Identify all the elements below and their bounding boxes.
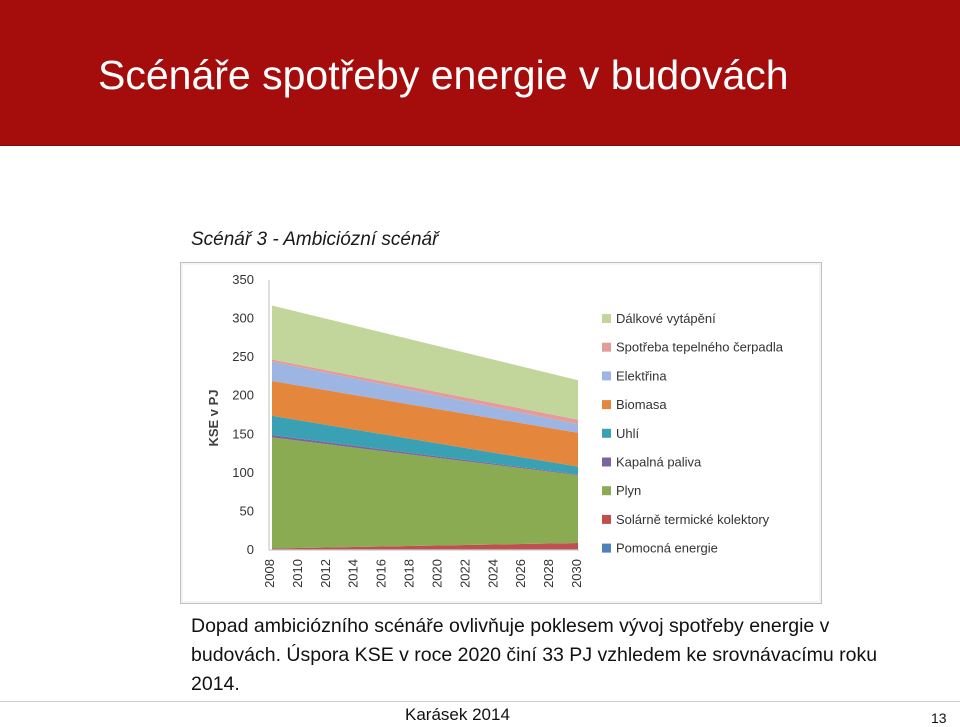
chart-legend: [602, 311, 784, 556]
x-tick-label: 2018: [401, 559, 417, 588]
y-tick-label: 0: [246, 542, 254, 557]
body-paragraph: Dopad ambiciózního scénáře ovlivňuje poklesem vývoj spotřeby energie v budovách. Úspora KSE v roce 2020 činí 33 PJ vzhledem ke srovnávacímu roku 2014.: [191, 615, 878, 695]
legend-swatch: [602, 343, 611, 352]
slide-title: Scénáře spotřeby energie v budovách: [98, 52, 789, 98]
stacked-area-chart: [181, 263, 821, 603]
y-tick-label: 250: [232, 349, 254, 365]
x-tick-label: 2010: [289, 559, 305, 588]
legend-label: Dálkové vytápění: [616, 311, 716, 326]
x-tick-label: 2030: [569, 559, 584, 588]
title-banner: [0, 0, 960, 146]
y-axis-title: KSE v PJ: [206, 389, 221, 447]
x-tick-label: 2020: [429, 559, 445, 588]
legend-swatch: [602, 371, 611, 380]
x-tick-label: 2014: [345, 559, 361, 588]
legend-swatch: [602, 515, 611, 524]
x-tick-label: 2008: [262, 559, 277, 588]
legend-swatch: [602, 400, 611, 409]
x-tick-label: 2024: [485, 559, 501, 588]
legend-swatch: [602, 544, 611, 553]
x-tick-label: 2028: [541, 559, 557, 588]
x-axis: [262, 550, 584, 588]
legend-label: Plyn: [616, 483, 642, 499]
footer-divider: [0, 701, 960, 702]
y-tick-label: 50: [239, 503, 254, 519]
chart-frame: [180, 262, 822, 604]
x-tick-label: 2012: [317, 559, 333, 588]
y-tick-label: 100: [232, 464, 254, 480]
y-tick-label: 300: [232, 310, 254, 326]
area-series-group: [272, 305, 578, 550]
y-tick-label: 350: [232, 272, 254, 287]
legend-label: Kapalná paliva: [616, 454, 702, 470]
page-number: 13: [931, 710, 947, 726]
x-tick-label: 2026: [513, 559, 529, 588]
legend-swatch: [602, 429, 611, 438]
legend-swatch: [602, 314, 611, 323]
legend-label: Spotřeba tepelného čerpadla: [616, 339, 783, 355]
legend-label: Elektřina: [616, 368, 667, 384]
y-axis: [206, 272, 269, 557]
legend-label: Uhlí: [616, 425, 640, 441]
x-tick-label: 2016: [373, 559, 389, 588]
chart-subtitle: Scénář 3 - Ambiciózní scénář: [191, 229, 439, 250]
legend-label: Pomocná energie: [616, 540, 718, 556]
legend-swatch: [602, 486, 611, 495]
legend-label: Solárně termické kolektory: [616, 511, 770, 527]
legend-swatch: [602, 458, 611, 467]
y-tick-label: 150: [232, 426, 254, 442]
footer-author: Karásek 2014: [405, 705, 510, 724]
x-tick-label: 2022: [457, 559, 473, 588]
legend-label: Biomasa: [616, 397, 667, 413]
y-tick-label: 200: [232, 387, 254, 403]
